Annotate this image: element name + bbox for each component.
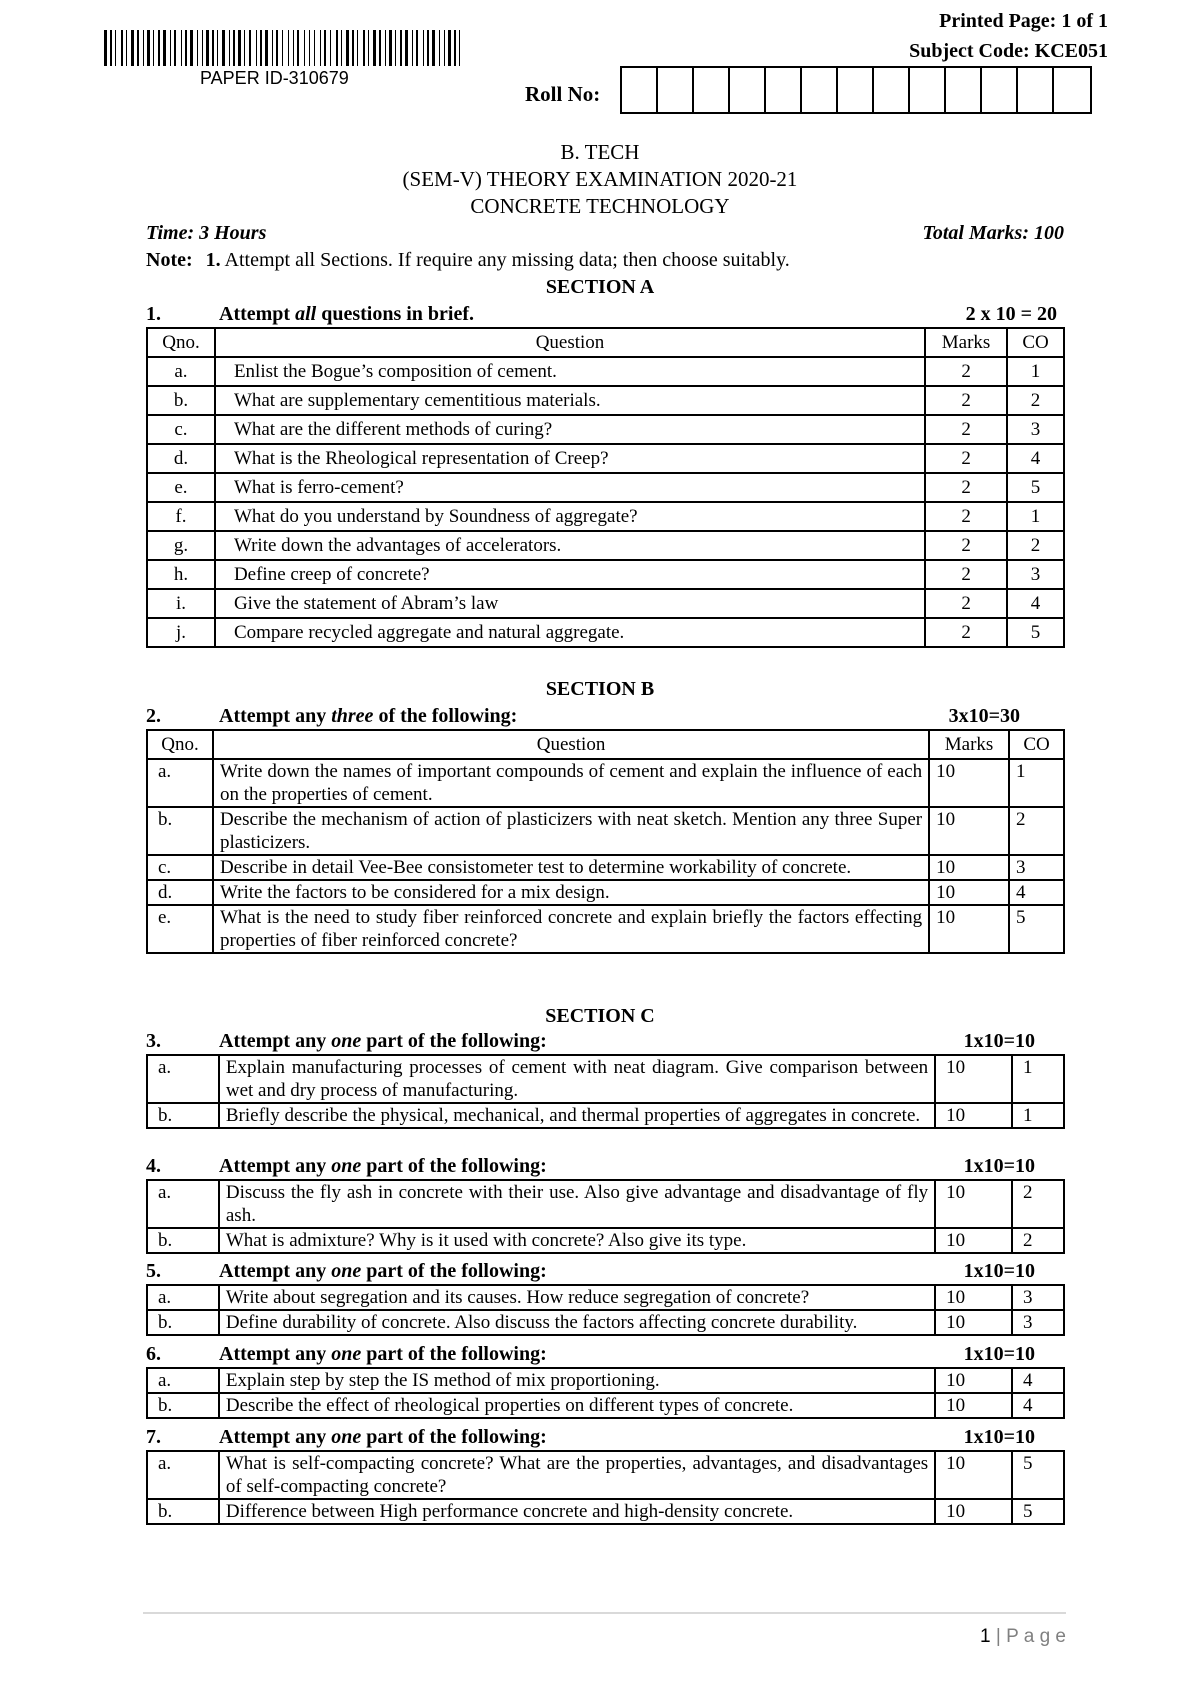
question-number: e. bbox=[147, 905, 213, 953]
question-marks: 10 bbox=[935, 1368, 1012, 1393]
question-marks: 2 bbox=[925, 473, 1007, 502]
table-row bbox=[147, 589, 1064, 618]
table-row bbox=[147, 905, 1064, 953]
question-co: 3 bbox=[1012, 1310, 1064, 1335]
roll-number-box bbox=[874, 68, 910, 112]
col-header-marks: Marks bbox=[929, 730, 1009, 759]
question-number: c. bbox=[147, 415, 215, 444]
question-co: 4 bbox=[1012, 1368, 1064, 1393]
table-row bbox=[147, 1285, 1064, 1310]
question-co: 3 bbox=[1007, 415, 1064, 444]
table-row bbox=[147, 759, 1064, 807]
question-marks: 2 bbox=[925, 357, 1007, 386]
question-marks: 10 bbox=[929, 855, 1009, 880]
note-label: Note: bbox=[146, 249, 193, 271]
question-marks: 2 bbox=[925, 589, 1007, 618]
question-text: What is ferro-cement? bbox=[215, 473, 925, 502]
question-marks: 10 bbox=[935, 1180, 1012, 1228]
question-marks: 2 bbox=[925, 415, 1007, 444]
table-row bbox=[147, 415, 1064, 444]
question-group-table bbox=[146, 1179, 1065, 1254]
table-row bbox=[147, 1499, 1064, 1524]
question-text: Define durability of concrete. Also discuss the factors affecting concrete durability. bbox=[219, 1310, 935, 1335]
table-row bbox=[147, 880, 1064, 905]
exam-title: (SEM-V) THEORY EXAMINATION 2020-21 bbox=[402, 167, 798, 191]
question-number: b. bbox=[147, 1228, 219, 1253]
section-b-instruction: Attempt any three of the following: bbox=[219, 705, 518, 727]
question-text: Describe in detail Vee-Bee consistometer test to determine workability of concrete. bbox=[213, 855, 929, 880]
roll-number-box bbox=[622, 68, 658, 112]
note-number: 1. bbox=[205, 249, 221, 271]
question-text: What is self-compacting concrete? What are the properties, advantages, and disadvantages of self-compacting concrete? bbox=[219, 1451, 935, 1499]
question-text: What are the different methods of curing? bbox=[215, 415, 925, 444]
table-row bbox=[147, 618, 1064, 647]
question-number: a. bbox=[147, 1368, 219, 1393]
question-group-marks: 1x10=10 bbox=[963, 1155, 1035, 1177]
question-co: 1 bbox=[1007, 502, 1064, 531]
section-a-table bbox=[146, 327, 1065, 648]
table-header-row bbox=[147, 730, 1064, 759]
question-number: c. bbox=[147, 855, 213, 880]
question-co: 1 bbox=[1012, 1055, 1064, 1103]
table-row bbox=[147, 1103, 1064, 1128]
footer-divider bbox=[143, 1612, 1066, 1614]
col-header-co: CO bbox=[1007, 328, 1064, 357]
question-co: 5 bbox=[1012, 1451, 1064, 1499]
table-row bbox=[147, 1368, 1064, 1393]
question-marks: 2 bbox=[925, 444, 1007, 473]
table-row bbox=[147, 357, 1064, 386]
question-text: What are supplementary cementitious materials. bbox=[215, 386, 925, 415]
question-number: j. bbox=[147, 618, 215, 647]
section-c-heading: SECTION C bbox=[545, 1005, 655, 1027]
col-header-qno: Qno. bbox=[147, 730, 213, 759]
question-marks: 10 bbox=[935, 1499, 1012, 1524]
question-co: 5 bbox=[1007, 618, 1064, 647]
question-number: b. bbox=[147, 807, 213, 855]
table-row bbox=[147, 1393, 1064, 1418]
question-group-marks: 1x10=10 bbox=[963, 1426, 1035, 1448]
question-text: What do you understand by Soundness of aggregate? bbox=[215, 502, 925, 531]
question-group-number: 6. bbox=[146, 1343, 161, 1365]
question-group-table bbox=[146, 1284, 1065, 1336]
question-group-instruction: Attempt any one part of the following: bbox=[219, 1155, 547, 1177]
roll-number-box bbox=[766, 68, 802, 112]
roll-number-boxes bbox=[620, 66, 1092, 114]
section-b-table bbox=[146, 729, 1065, 954]
total-marks: Total Marks: 100 bbox=[922, 222, 1064, 244]
table-row bbox=[147, 1451, 1064, 1499]
question-group-marks: 1x10=10 bbox=[963, 1260, 1035, 1282]
question-co: 1 bbox=[1007, 357, 1064, 386]
question-marks: 10 bbox=[935, 1103, 1012, 1128]
question-text: Define creep of concrete? bbox=[215, 560, 925, 589]
question-group-table bbox=[146, 1367, 1065, 1419]
question-marks: 10 bbox=[935, 1451, 1012, 1499]
question-number: b. bbox=[147, 1393, 219, 1418]
question-co: 4 bbox=[1012, 1393, 1064, 1418]
question-co: 5 bbox=[1007, 473, 1064, 502]
question-number: a. bbox=[147, 1055, 219, 1103]
table-row bbox=[147, 560, 1064, 589]
question-number: b. bbox=[147, 1310, 219, 1335]
table-row bbox=[147, 807, 1064, 855]
question-co: 4 bbox=[1007, 444, 1064, 473]
section-a-number: 1. bbox=[146, 303, 161, 325]
question-text: Write about segregation and its causes. How reduce segregation of concrete? bbox=[219, 1285, 935, 1310]
question-text: Describe the effect of rheological properties on different types of concrete. bbox=[219, 1393, 935, 1418]
roll-number-box bbox=[982, 68, 1018, 112]
question-co: 2 bbox=[1012, 1180, 1064, 1228]
table-header-row bbox=[147, 328, 1064, 357]
question-text: Explain step by step the IS method of mix proportioning. bbox=[219, 1368, 935, 1393]
question-number: d. bbox=[147, 880, 213, 905]
question-group-number: 3. bbox=[146, 1030, 161, 1052]
col-header-qno: Qno. bbox=[147, 328, 215, 357]
question-text: Enlist the Bogue’s composition of cement. bbox=[215, 357, 925, 386]
question-text: Briefly describe the physical, mechanical, and thermal properties of aggregates in concrete. bbox=[219, 1103, 935, 1128]
question-co: 1 bbox=[1009, 759, 1064, 807]
table-row bbox=[147, 1228, 1064, 1253]
table-row bbox=[147, 444, 1064, 473]
question-group-number: 5. bbox=[146, 1260, 161, 1282]
question-co: 5 bbox=[1012, 1499, 1064, 1524]
question-co: 2 bbox=[1007, 531, 1064, 560]
question-group-table bbox=[146, 1054, 1065, 1129]
note-text: Attempt all Sections. If require any missing data; then choose suitably. bbox=[224, 249, 790, 271]
question-number: d. bbox=[147, 444, 215, 473]
table-row bbox=[147, 473, 1064, 502]
question-text: Describe the mechanism of action of plasticizers with neat sketch. Mention any three Super plasticizers. bbox=[213, 807, 929, 855]
roll-number-box bbox=[730, 68, 766, 112]
question-co: 3 bbox=[1009, 855, 1064, 880]
question-text: Give the statement of Abram’s law bbox=[215, 589, 925, 618]
table-row bbox=[147, 1180, 1064, 1228]
question-text: Write down the advantages of accelerators. bbox=[215, 531, 925, 560]
question-marks: 2 bbox=[925, 386, 1007, 415]
col-header-question: Question bbox=[215, 328, 925, 357]
section-a-marks: 2 x 10 = 20 bbox=[965, 303, 1057, 325]
question-number: e. bbox=[147, 473, 215, 502]
question-group-marks: 1x10=10 bbox=[963, 1343, 1035, 1365]
question-co: 4 bbox=[1007, 589, 1064, 618]
question-number: a. bbox=[147, 357, 215, 386]
question-marks: 10 bbox=[929, 759, 1009, 807]
question-text: What is the Rheological representation of Creep? bbox=[215, 444, 925, 473]
section-b-heading: SECTION B bbox=[545, 678, 655, 700]
section-a-instruction: Attempt all questions in brief. bbox=[219, 303, 475, 325]
subject-title: CONCRETE TECHNOLOGY bbox=[470, 194, 730, 218]
roll-number-box bbox=[1018, 68, 1054, 112]
roll-number-box bbox=[694, 68, 730, 112]
question-number: b. bbox=[147, 1103, 219, 1128]
section-a-heading: SECTION A bbox=[545, 276, 655, 298]
question-text: Write down the names of important compounds of cement and explain the influence of each on the properties of cement. bbox=[213, 759, 929, 807]
degree-title: B. TECH bbox=[560, 140, 640, 164]
question-text: Write the factors to be considered for a mix design. bbox=[213, 880, 929, 905]
question-text: Explain manufacturing processes of cement with neat diagram. Give comparison between wet and dry process of manufacturing. bbox=[219, 1055, 935, 1103]
table-row bbox=[147, 502, 1064, 531]
question-number: g. bbox=[147, 531, 215, 560]
table-row bbox=[147, 855, 1064, 880]
question-marks: 10 bbox=[935, 1393, 1012, 1418]
table-row bbox=[147, 531, 1064, 560]
roll-number-box bbox=[802, 68, 838, 112]
question-co: 3 bbox=[1007, 560, 1064, 589]
time-allowed: Time: 3 Hours bbox=[146, 222, 267, 244]
subject-code: Subject Code: KCE051 bbox=[909, 40, 1108, 62]
question-marks: 10 bbox=[935, 1285, 1012, 1310]
question-text: What is admixture? Why is it used with concrete? Also give its type. bbox=[219, 1228, 935, 1253]
question-marks: 10 bbox=[929, 905, 1009, 953]
question-marks: 10 bbox=[935, 1228, 1012, 1253]
question-marks: 10 bbox=[935, 1055, 1012, 1103]
question-number: b. bbox=[147, 386, 215, 415]
question-marks: 2 bbox=[925, 531, 1007, 560]
question-text: Discuss the fly ash in concrete with their use. Also give advantage and disadvantage of fly ash. bbox=[219, 1180, 935, 1228]
question-marks: 10 bbox=[935, 1310, 1012, 1335]
table-row bbox=[147, 1310, 1064, 1335]
question-marks: 2 bbox=[925, 502, 1007, 531]
question-number: h. bbox=[147, 560, 215, 589]
section-b-marks: 3x10=30 bbox=[948, 705, 1020, 727]
question-marks: 10 bbox=[929, 807, 1009, 855]
question-group-instruction: Attempt any one part of the following: bbox=[219, 1343, 547, 1365]
question-number: a. bbox=[147, 1451, 219, 1499]
question-text: Compare recycled aggregate and natural aggregate. bbox=[215, 618, 925, 647]
question-co: 3 bbox=[1012, 1285, 1064, 1310]
roll-number-box bbox=[838, 68, 874, 112]
printed-page: Printed Page: 1 of 1 bbox=[939, 10, 1108, 32]
question-group-number: 7. bbox=[146, 1426, 161, 1448]
question-marks: 10 bbox=[929, 880, 1009, 905]
section-b-number: 2. bbox=[146, 705, 161, 727]
question-number: b. bbox=[147, 1499, 219, 1524]
question-marks: 2 bbox=[925, 618, 1007, 647]
roll-number-box bbox=[910, 68, 946, 112]
col-header-co: CO bbox=[1009, 730, 1064, 759]
question-group-instruction: Attempt any one part of the following: bbox=[219, 1260, 547, 1282]
question-group-number: 4. bbox=[146, 1155, 161, 1177]
question-group-instruction: Attempt any one part of the following: bbox=[219, 1426, 547, 1448]
col-header-question: Question bbox=[213, 730, 929, 759]
question-group-instruction: Attempt any one part of the following: bbox=[219, 1030, 547, 1052]
note bbox=[146, 249, 790, 272]
question-number: i. bbox=[147, 589, 215, 618]
roll-number-label: Roll No: bbox=[525, 82, 601, 106]
table-row bbox=[147, 1055, 1064, 1103]
question-co: 1 bbox=[1012, 1103, 1064, 1128]
question-number: f. bbox=[147, 502, 215, 531]
question-text: What is the need to study fiber reinforced concrete and explain briefly the factors effecting properties of fiber reinforced concrete? bbox=[213, 905, 929, 953]
col-header-marks: Marks bbox=[925, 328, 1007, 357]
barcode-image bbox=[104, 30, 464, 66]
question-co: 2 bbox=[1012, 1228, 1064, 1253]
question-co: 5 bbox=[1009, 905, 1064, 953]
roll-number-box bbox=[1054, 68, 1090, 112]
question-co: 2 bbox=[1009, 807, 1064, 855]
question-group-table bbox=[146, 1450, 1065, 1525]
question-co: 4 bbox=[1009, 880, 1064, 905]
roll-number-box bbox=[658, 68, 694, 112]
question-number: a. bbox=[147, 1180, 219, 1228]
question-number: a. bbox=[147, 1285, 219, 1310]
question-co: 2 bbox=[1007, 386, 1064, 415]
question-marks: 2 bbox=[925, 560, 1007, 589]
page-footer: 1 | P a g e bbox=[980, 1626, 1066, 1647]
question-number: a. bbox=[147, 759, 213, 807]
roll-number-box bbox=[946, 68, 982, 112]
question-group-marks: 1x10=10 bbox=[963, 1030, 1035, 1052]
paper-id: PAPER ID-310679 bbox=[200, 68, 349, 88]
question-text: Difference between High performance concrete and high-density concrete. bbox=[219, 1499, 935, 1524]
table-row bbox=[147, 386, 1064, 415]
